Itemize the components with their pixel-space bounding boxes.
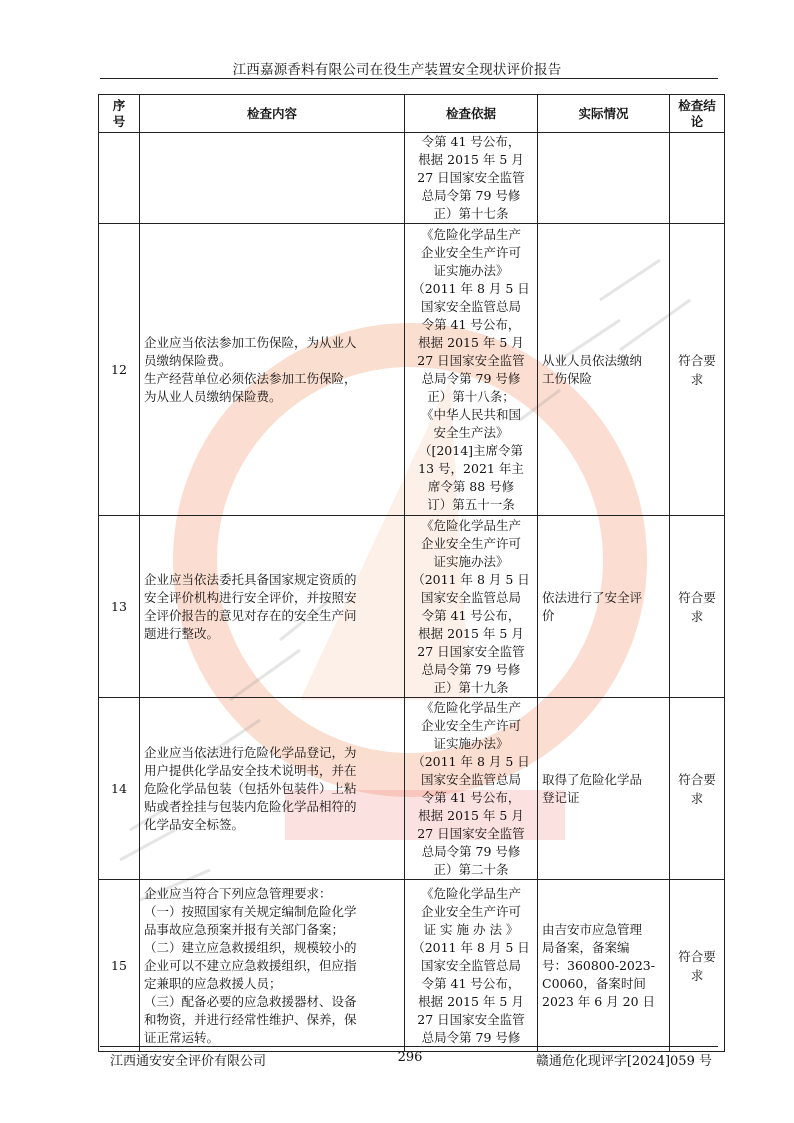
cell-conclusion-line: 求 — [690, 608, 704, 624]
cell-conclusion — [670, 516, 725, 698]
cell-content-line: 生产经营单位必须依法参加工伤保险， — [144, 370, 357, 386]
cell-content — [140, 516, 405, 698]
cell-basis-line: 企业安全生产许可 — [420, 244, 521, 260]
cell-basis-line: 27 日国家安全监管 — [417, 352, 525, 368]
cell-basis-line: 令第 41 号公布， — [421, 134, 521, 149]
table-row — [99, 698, 725, 880]
cell-basis-line: （2011 年 8 月 5 日 — [412, 280, 530, 296]
cell-basis-line: 总局令第 79 号修 — [421, 843, 521, 859]
cell-content-line: 题进行整改。 — [144, 625, 220, 641]
cell-actual — [538, 224, 670, 516]
cell-content-line: 贴或者拴挂与包装内危险化学品相符的 — [144, 798, 357, 814]
cell-seq: 14 — [99, 698, 140, 880]
col-header-actual: 实际情况 — [538, 95, 670, 133]
cell-basis-line: 令第 41 号公布， — [421, 607, 521, 623]
cell-conclusion-line: 求 — [690, 371, 704, 387]
cell-actual-line: 工伤保险 — [542, 370, 593, 386]
cell-basis-line: 27 日国家安全监管 — [417, 643, 525, 659]
cell-basis-line: 根据 2015 年 5 月 — [418, 993, 524, 1009]
col-header-content: 检查内容 — [140, 95, 405, 133]
cell-basis-line: 总局令第 79 号修 — [421, 1029, 521, 1045]
cell-conclusion-line: 求 — [690, 967, 704, 983]
cell-basis-line: 证实施办法》 — [433, 553, 509, 569]
cell-content — [140, 880, 405, 1052]
cell-actual-line: C0060，备案时间 — [542, 975, 646, 991]
cell-basis-line: 企业安全生产许可 — [420, 717, 521, 733]
table-row — [99, 224, 725, 516]
cell-content-line: （一）按照国家有关规定编制危险化学 — [144, 903, 357, 919]
cell-content-line: 企业可以不建立应急救援组织，但应指 — [144, 957, 357, 973]
cell-basis-line: 正）第十七条 — [433, 206, 509, 221]
cell-content-line: 全评价报告的意见对存在的安全生产问 — [144, 607, 357, 623]
cell-basis-line: 总局令第 79 号修 — [421, 188, 521, 203]
footer-doc-number: 赣通危化现评字[2024]059 号 — [535, 1054, 712, 1069]
cell-basis-line: 令第 41 号公布， — [421, 316, 521, 332]
cell-basis-line: （2011 年 8 月 5 日 — [412, 571, 530, 587]
cell-basis-line: 国家安全监管总局 — [420, 589, 521, 605]
cell-seq — [99, 133, 140, 224]
cell-basis-line: 《危险化学品生产 — [420, 885, 521, 901]
cell-basis-line: 总局令第 79 号修 — [421, 370, 521, 386]
cell-basis-line: 根据 2015 年 5 月 — [418, 625, 524, 641]
cell-basis-line: 国家安全监管总局 — [420, 771, 521, 787]
cell-content-line: 企业应当依法委托具备国家规定资质的 — [144, 571, 357, 587]
cell-conclusion-line: 符合要 — [678, 948, 716, 964]
cell-basis-line: （2011 年 8 月 5 日 — [412, 939, 530, 955]
cell-basis-line: 正）第二十条 — [433, 861, 509, 877]
cell-basis-line: 国家安全监管总局 — [420, 957, 521, 973]
cell-basis-line: 企业安全生产许可 — [420, 535, 521, 551]
cell-content-line: 用户提供化学品安全技术说明书，并在 — [144, 762, 357, 778]
cell-actual — [538, 133, 670, 224]
cell-basis-line: 《危险化学品生产 — [420, 226, 521, 242]
cell-content-line: 品事故应急预案并报有关部门备案； — [144, 921, 345, 937]
cell-seq: 13 — [99, 516, 140, 698]
report-header-title: 江西嘉源香料有限公司在役生产装置安全现状评价报告 — [232, 62, 562, 78]
cell-actual-line: 取得了危险化学品 — [542, 771, 643, 787]
cell-content-line: 证正常运转。 — [144, 1029, 220, 1045]
cell-basis-line: 令第 41 号公布， — [421, 789, 521, 805]
cell-actual-line: 登记证 — [542, 789, 580, 805]
cell-conclusion — [670, 880, 725, 1052]
cell-basis — [405, 133, 538, 224]
cell-actual — [538, 516, 670, 698]
cell-actual-line: 局备案，备案编 — [542, 939, 630, 955]
cell-actual-line: 依法进行了安全评 — [542, 589, 643, 605]
cell-basis-line: 《危险化学品生产 — [420, 517, 521, 533]
cell-actual — [538, 880, 670, 1052]
table-row — [99, 516, 725, 698]
cell-content-line: （三）配备必要的应急救援器材、设备 — [144, 993, 357, 1009]
cell-content-line: 定兼职的应急救援人员； — [144, 975, 282, 991]
cell-content-line: 企业应当依法进行危险化学品登记，为 — [144, 744, 357, 760]
cell-basis-line: 国家安全监管总局 — [420, 298, 521, 314]
cell-basis-line: 令第 41 号公布， — [421, 975, 521, 991]
cell-seq: 12 — [99, 224, 140, 516]
cell-basis-line: 正）第十八条； — [427, 388, 515, 404]
cell-basis-line: 根据 2015 年 5 月 — [418, 334, 524, 350]
cell-basis-line: 27 日国家安全监管 — [417, 170, 525, 185]
cell-actual-line: 2023 年 6 月 20 日 — [542, 993, 656, 1009]
cell-basis-line: 根据 2015 年 5 月 — [418, 807, 524, 823]
col-header-seq: 序 号 — [99, 95, 140, 133]
cell-basis-line: 27 日国家安全监管 — [417, 1011, 525, 1027]
cell-conclusion-line: 符合要 — [678, 352, 716, 368]
cell-seq: 15 — [99, 880, 140, 1052]
cell-actual-line: 价 — [542, 607, 555, 623]
cell-basis — [405, 698, 538, 880]
cell-content-line: 危险化学品包装（包括外包装件）上粘 — [144, 780, 357, 796]
cell-basis — [405, 880, 538, 1052]
cell-basis-line: 《危险化学品生产 — [420, 699, 521, 715]
cell-content — [140, 224, 405, 516]
cell-content-line: 化学品安全标签。 — [144, 816, 245, 832]
cell-actual — [538, 698, 670, 880]
footer-company: 江西通安安全评价有限公司 — [110, 1054, 267, 1069]
cell-actual-line: 从业人员依法缴纳 — [542, 352, 643, 368]
cell-content-line: 企业应当依法参加工伤保险，为从业人 — [144, 334, 357, 350]
cell-content-line: 企业应当符合下列应急管理要求： — [144, 885, 332, 901]
footer-page-number: 296 — [397, 1050, 423, 1065]
cell-basis-line: 13 号，2021 年主 — [418, 460, 524, 476]
col-header-conclusion: 检查结 论 — [670, 95, 725, 133]
cell-basis-line: （2011 年 8 月 5 日 — [412, 753, 530, 769]
cell-basis-line: 证实施办法》 — [433, 262, 509, 278]
cell-actual-line: 号：360800-2023- — [542, 957, 655, 973]
cell-basis-line: 正）第十九条 — [433, 679, 509, 695]
cell-content-line: 安全评价机构进行安全评价，并按照安 — [144, 589, 357, 605]
cell-basis-line: 总局令第 79 号修 — [421, 661, 521, 677]
cell-basis-line: 安全生产法》 — [433, 424, 509, 440]
table-row — [99, 133, 725, 224]
cell-basis-line: 27 日国家安全监管 — [417, 825, 525, 841]
cell-content — [140, 133, 405, 224]
table-header-row — [99, 95, 725, 133]
cell-basis — [405, 224, 538, 516]
cell-content-line: 为从业人员缴纳保险费。 — [144, 388, 282, 404]
cell-basis-line: 证 实 施 办 法 》 — [423, 921, 519, 937]
cell-content — [140, 698, 405, 880]
cell-conclusion-line: 符合要 — [678, 771, 716, 787]
cell-content-line: 和物资，并进行经常性维护、保养，保 — [144, 1011, 357, 1027]
cell-content-line: 员缴纳保险费。 — [144, 352, 232, 368]
cell-content-line: （二）建立应急救援组织，规模较小的 — [144, 939, 357, 955]
footer-rule — [100, 1046, 718, 1047]
cell-basis-line: 证实施办法》 — [433, 735, 509, 751]
cell-basis-line: （[2014]主席令第 — [418, 442, 524, 458]
cell-conclusion — [670, 224, 725, 516]
cell-conclusion — [670, 698, 725, 880]
cell-conclusion-line: 符合要 — [678, 589, 716, 605]
header-rule — [100, 78, 718, 79]
cell-basis-line: 订）第五十一条 — [427, 496, 515, 512]
cell-basis-line: 《中华人民共和国 — [420, 406, 521, 422]
table-row — [99, 880, 725, 1052]
col-header-basis: 检查依据 — [405, 95, 538, 133]
cell-conclusion-line: 求 — [690, 790, 704, 806]
cell-basis — [405, 516, 538, 698]
inspection-table — [98, 94, 725, 1052]
cell-basis-line: 企业安全生产许可 — [420, 903, 521, 919]
cell-basis-line: 根据 2015 年 5 月 — [418, 152, 524, 167]
cell-actual-line: 由吉安市应急管理 — [542, 921, 643, 937]
cell-conclusion — [670, 133, 725, 224]
cell-basis-line: 席令第 88 号修 — [427, 478, 515, 494]
